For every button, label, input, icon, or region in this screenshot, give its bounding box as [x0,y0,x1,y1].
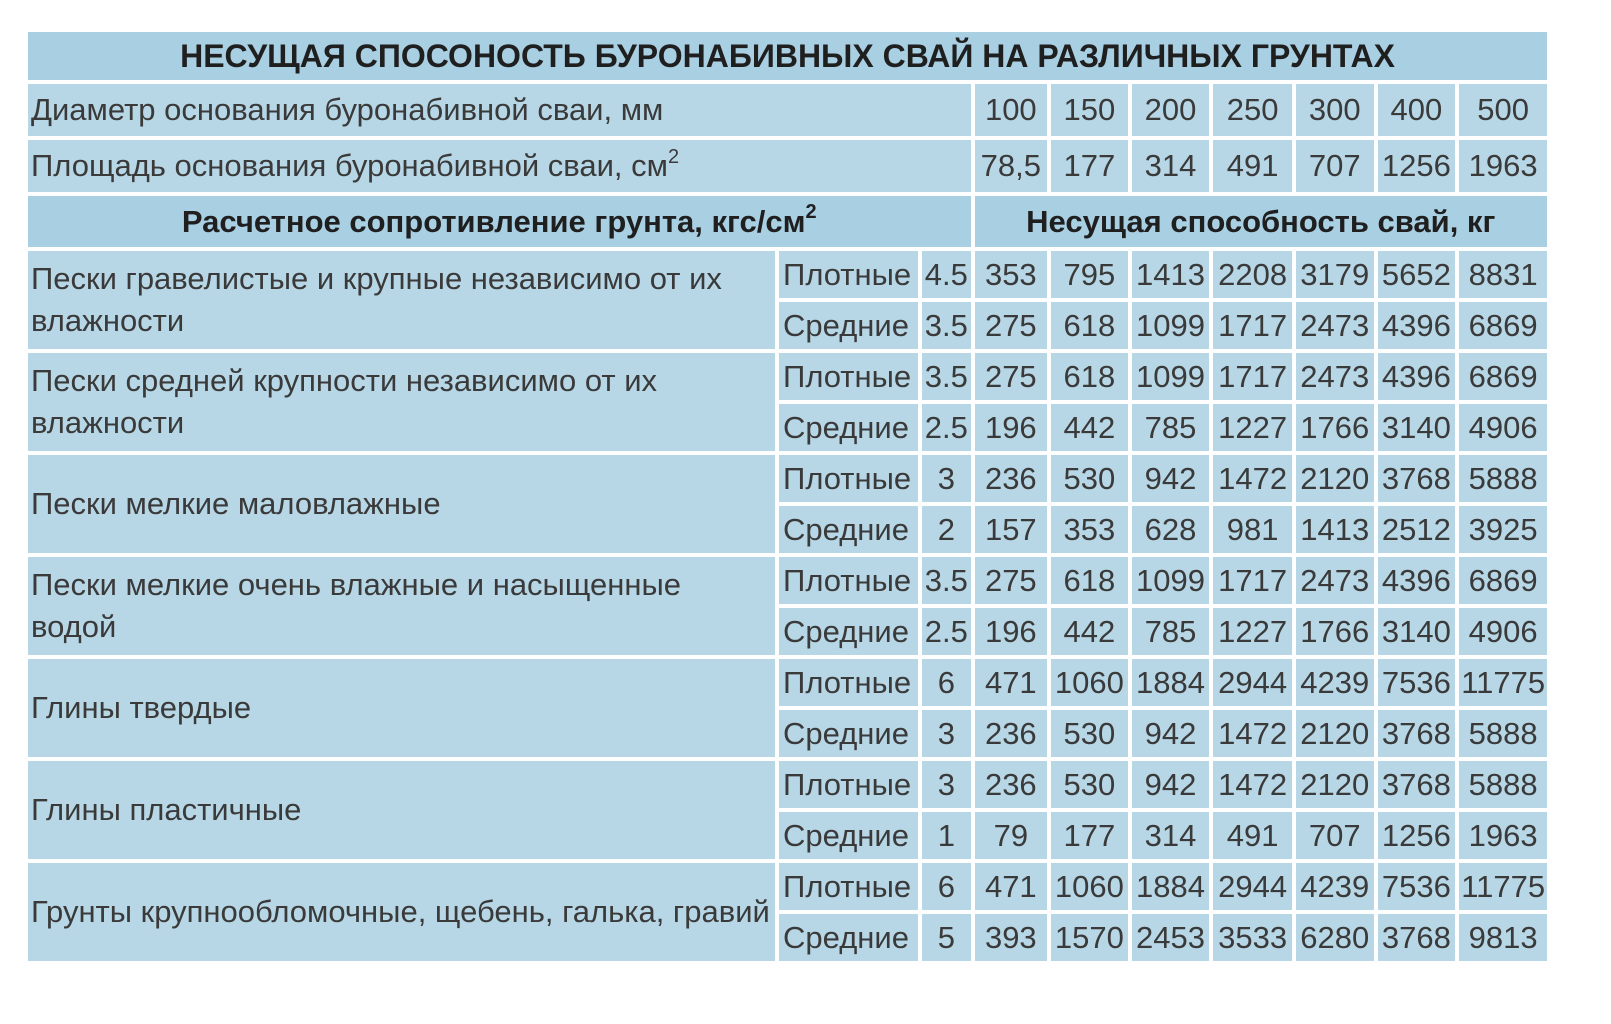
resistance-value: 6 [922,863,970,910]
capacity-value: 3140 [1378,404,1456,451]
capacity-value: 4906 [1459,404,1547,451]
area-value: 491 [1213,140,1292,192]
capacity-value: 3768 [1378,914,1456,961]
table-title: НЕСУЩАЯ СПОСОНОСТЬ БУРОНАБИВНЫХ СВАЙ НА РАЗЛИЧНЫХ ГРУНТАХ [28,32,1547,80]
subheader-row [28,196,1547,247]
capacity-value: 4396 [1378,557,1456,604]
capacity-value: 1766 [1296,608,1374,655]
capacity-value: 618 [1051,557,1128,604]
capacity-value: 1884 [1132,659,1210,706]
soil-name: Пески мелкие маловлажные [28,455,775,553]
capacity-value: 157 [975,506,1048,553]
diameter-value: 200 [1132,84,1210,136]
resistance-value: 3 [922,761,970,808]
capacity-value: 9813 [1459,914,1547,961]
table-row [28,251,1547,298]
capacity-value: 3140 [1378,608,1456,655]
capacity-value: 3768 [1378,455,1456,502]
density-label: Средние [779,710,918,757]
capacity-value: 1717 [1213,353,1292,400]
capacity-value: 2120 [1296,455,1374,502]
capacity-value: 11775 [1459,659,1547,706]
capacity-value: 1099 [1132,557,1210,604]
capacity-value: 1884 [1132,863,1210,910]
soil-name: Глины твердые [28,659,775,757]
density-label: Плотные [779,863,918,910]
density-label: Средние [779,608,918,655]
resistance-value: 3 [922,455,970,502]
table-row [28,659,1547,706]
capacity-value: 3925 [1459,506,1547,553]
capacity-value: 4906 [1459,608,1547,655]
table-row [28,761,1547,808]
title-row [28,32,1547,80]
capacity-value: 707 [1296,812,1374,859]
capacity-value: 3533 [1213,914,1292,961]
area-label: Площадь основания буронабивной сваи, см [31,148,668,183]
capacity-value: 4239 [1296,863,1374,910]
capacity-value: 2120 [1296,710,1374,757]
resistance-unit-exponent: 2 [805,201,817,224]
soil-name: Пески мелкие очень влажные и насыщенные водой [28,557,775,655]
capacity-value: 491 [1213,812,1292,859]
density-label: Плотные [779,659,918,706]
soil-name: Глины пластичные [28,761,775,859]
resistance-value: 3 [922,710,970,757]
capacity-value: 5888 [1459,761,1547,808]
capacity-value: 275 [975,557,1048,604]
density-label: Плотные [779,455,918,502]
capacity-value: 442 [1051,404,1128,451]
density-label: Плотные [779,251,918,298]
capacity-value: 981 [1213,506,1292,553]
capacity-value: 2208 [1213,251,1292,298]
capacity-value: 6869 [1459,557,1547,604]
resistance-value: 3.5 [922,557,970,604]
resistance-value: 4.5 [922,251,970,298]
capacity-value: 3768 [1378,710,1456,757]
capacity-value: 942 [1132,710,1210,757]
capacity-value: 4396 [1378,353,1456,400]
resistance-value: 2 [922,506,970,553]
soil-name: Пески гравелистые и крупные независимо от их влажности [28,251,775,349]
area-row [28,140,1547,192]
capacity-value: 785 [1132,404,1210,451]
capacity-value: 942 [1132,761,1210,808]
density-label: Плотные [779,557,918,604]
capacity-value: 6280 [1296,914,1374,961]
capacity-value: 1227 [1213,608,1292,655]
area-value: 78,5 [975,140,1048,192]
diameter-value: 250 [1213,84,1292,136]
capacity-value: 3179 [1296,251,1374,298]
capacity-value: 2120 [1296,761,1374,808]
area-value: 707 [1296,140,1374,192]
pile-capacity-table [24,28,1551,965]
table-row [28,455,1547,502]
capacity-value: 7536 [1378,659,1456,706]
resistance-value: 1 [922,812,970,859]
capacity-value: 2453 [1132,914,1210,961]
capacity-value: 1570 [1051,914,1128,961]
capacity-value: 618 [1051,302,1128,349]
resistance-value: 3.5 [922,302,970,349]
capacity-value: 618 [1051,353,1128,400]
capacity-value: 8831 [1459,251,1547,298]
resistance-header: Расчетное сопротивление грунта, кгс/см [181,203,806,239]
capacity-value: 2473 [1296,353,1374,400]
diameter-value: 300 [1296,84,1374,136]
capacity-value: 353 [1051,506,1128,553]
capacity-value: 177 [1051,812,1128,859]
diameter-label: Диаметр основания буронабивной сваи, мм [28,84,971,136]
capacity-value: 1060 [1051,863,1128,910]
diameter-value: 150 [1051,84,1128,136]
resistance-value: 3.5 [922,353,970,400]
capacity-value: 795 [1051,251,1128,298]
table-row [28,863,1547,910]
table-row [28,557,1547,604]
capacity-value: 628 [1132,506,1210,553]
soil-name: Пески средней крупности независимо от их влажности [28,353,775,451]
capacity-value: 1227 [1213,404,1292,451]
pile-capacity-table-container [28,32,1555,961]
capacity-value: 1717 [1213,302,1292,349]
capacity-value: 79 [975,812,1048,859]
capacity-value: 1413 [1132,251,1210,298]
capacity-value: 471 [975,659,1048,706]
capacity-value: 1256 [1378,812,1456,859]
capacity-value: 1060 [1051,659,1128,706]
capacity-value: 196 [975,404,1048,451]
capacity-value: 942 [1132,455,1210,502]
density-label: Плотные [779,353,918,400]
capacity-value: 6869 [1459,302,1547,349]
table-row [28,353,1547,400]
capacity-value: 353 [975,251,1048,298]
capacity-value: 2944 [1213,659,1292,706]
area-unit-exponent: 2 [667,145,680,168]
capacity-value: 3768 [1378,761,1456,808]
capacity-value: 236 [975,455,1048,502]
capacity-value: 530 [1051,710,1128,757]
capacity-value: 1099 [1132,353,1210,400]
capacity-value: 442 [1051,608,1128,655]
density-label: Средние [779,812,918,859]
capacity-value: 1766 [1296,404,1374,451]
table-body [28,32,1547,961]
capacity-value: 2512 [1378,506,1456,553]
density-label: Средние [779,914,918,961]
resistance-header-cell [28,196,971,247]
capacity-value: 1472 [1213,710,1292,757]
capacity-value: 4239 [1296,659,1374,706]
capacity-header: Несущая способность свай, кг [975,196,1547,247]
capacity-value: 236 [975,710,1048,757]
capacity-value: 7536 [1378,863,1456,910]
capacity-value: 1717 [1213,557,1292,604]
capacity-value: 236 [975,761,1048,808]
capacity-value: 785 [1132,608,1210,655]
diameter-value: 500 [1459,84,1547,136]
capacity-value: 530 [1051,455,1128,502]
capacity-value: 275 [975,302,1048,349]
density-label: Средние [779,404,918,451]
capacity-value: 6869 [1459,353,1547,400]
capacity-value: 530 [1051,761,1128,808]
area-label-cell [28,140,971,192]
resistance-value: 2.5 [922,608,970,655]
resistance-value: 5 [922,914,970,961]
diameter-value: 100 [975,84,1048,136]
capacity-value: 471 [975,863,1048,910]
density-label: Средние [779,506,918,553]
capacity-value: 393 [975,914,1048,961]
resistance-value: 2.5 [922,404,970,451]
area-value: 1256 [1378,140,1456,192]
capacity-value: 1472 [1213,761,1292,808]
density-label: Средние [779,302,918,349]
capacity-value: 1413 [1296,506,1374,553]
capacity-value: 2944 [1213,863,1292,910]
capacity-value: 11775 [1459,863,1547,910]
diameter-value: 400 [1378,84,1456,136]
capacity-value: 4396 [1378,302,1456,349]
resistance-value: 6 [922,659,970,706]
capacity-value: 5888 [1459,710,1547,757]
area-value: 314 [1132,140,1210,192]
capacity-value: 196 [975,608,1048,655]
capacity-value: 2473 [1296,302,1374,349]
area-value: 1963 [1459,140,1547,192]
capacity-value: 1472 [1213,455,1292,502]
capacity-value: 275 [975,353,1048,400]
soil-name: Грунты крупнообломочные, щебень, галька, гравий [28,863,775,961]
diameter-row [28,84,1547,136]
density-label: Плотные [779,761,918,808]
capacity-value: 5888 [1459,455,1547,502]
capacity-value: 1963 [1459,812,1547,859]
capacity-value: 5652 [1378,251,1456,298]
capacity-value: 2473 [1296,557,1374,604]
capacity-value: 1099 [1132,302,1210,349]
capacity-value: 314 [1132,812,1210,859]
area-value: 177 [1051,140,1128,192]
